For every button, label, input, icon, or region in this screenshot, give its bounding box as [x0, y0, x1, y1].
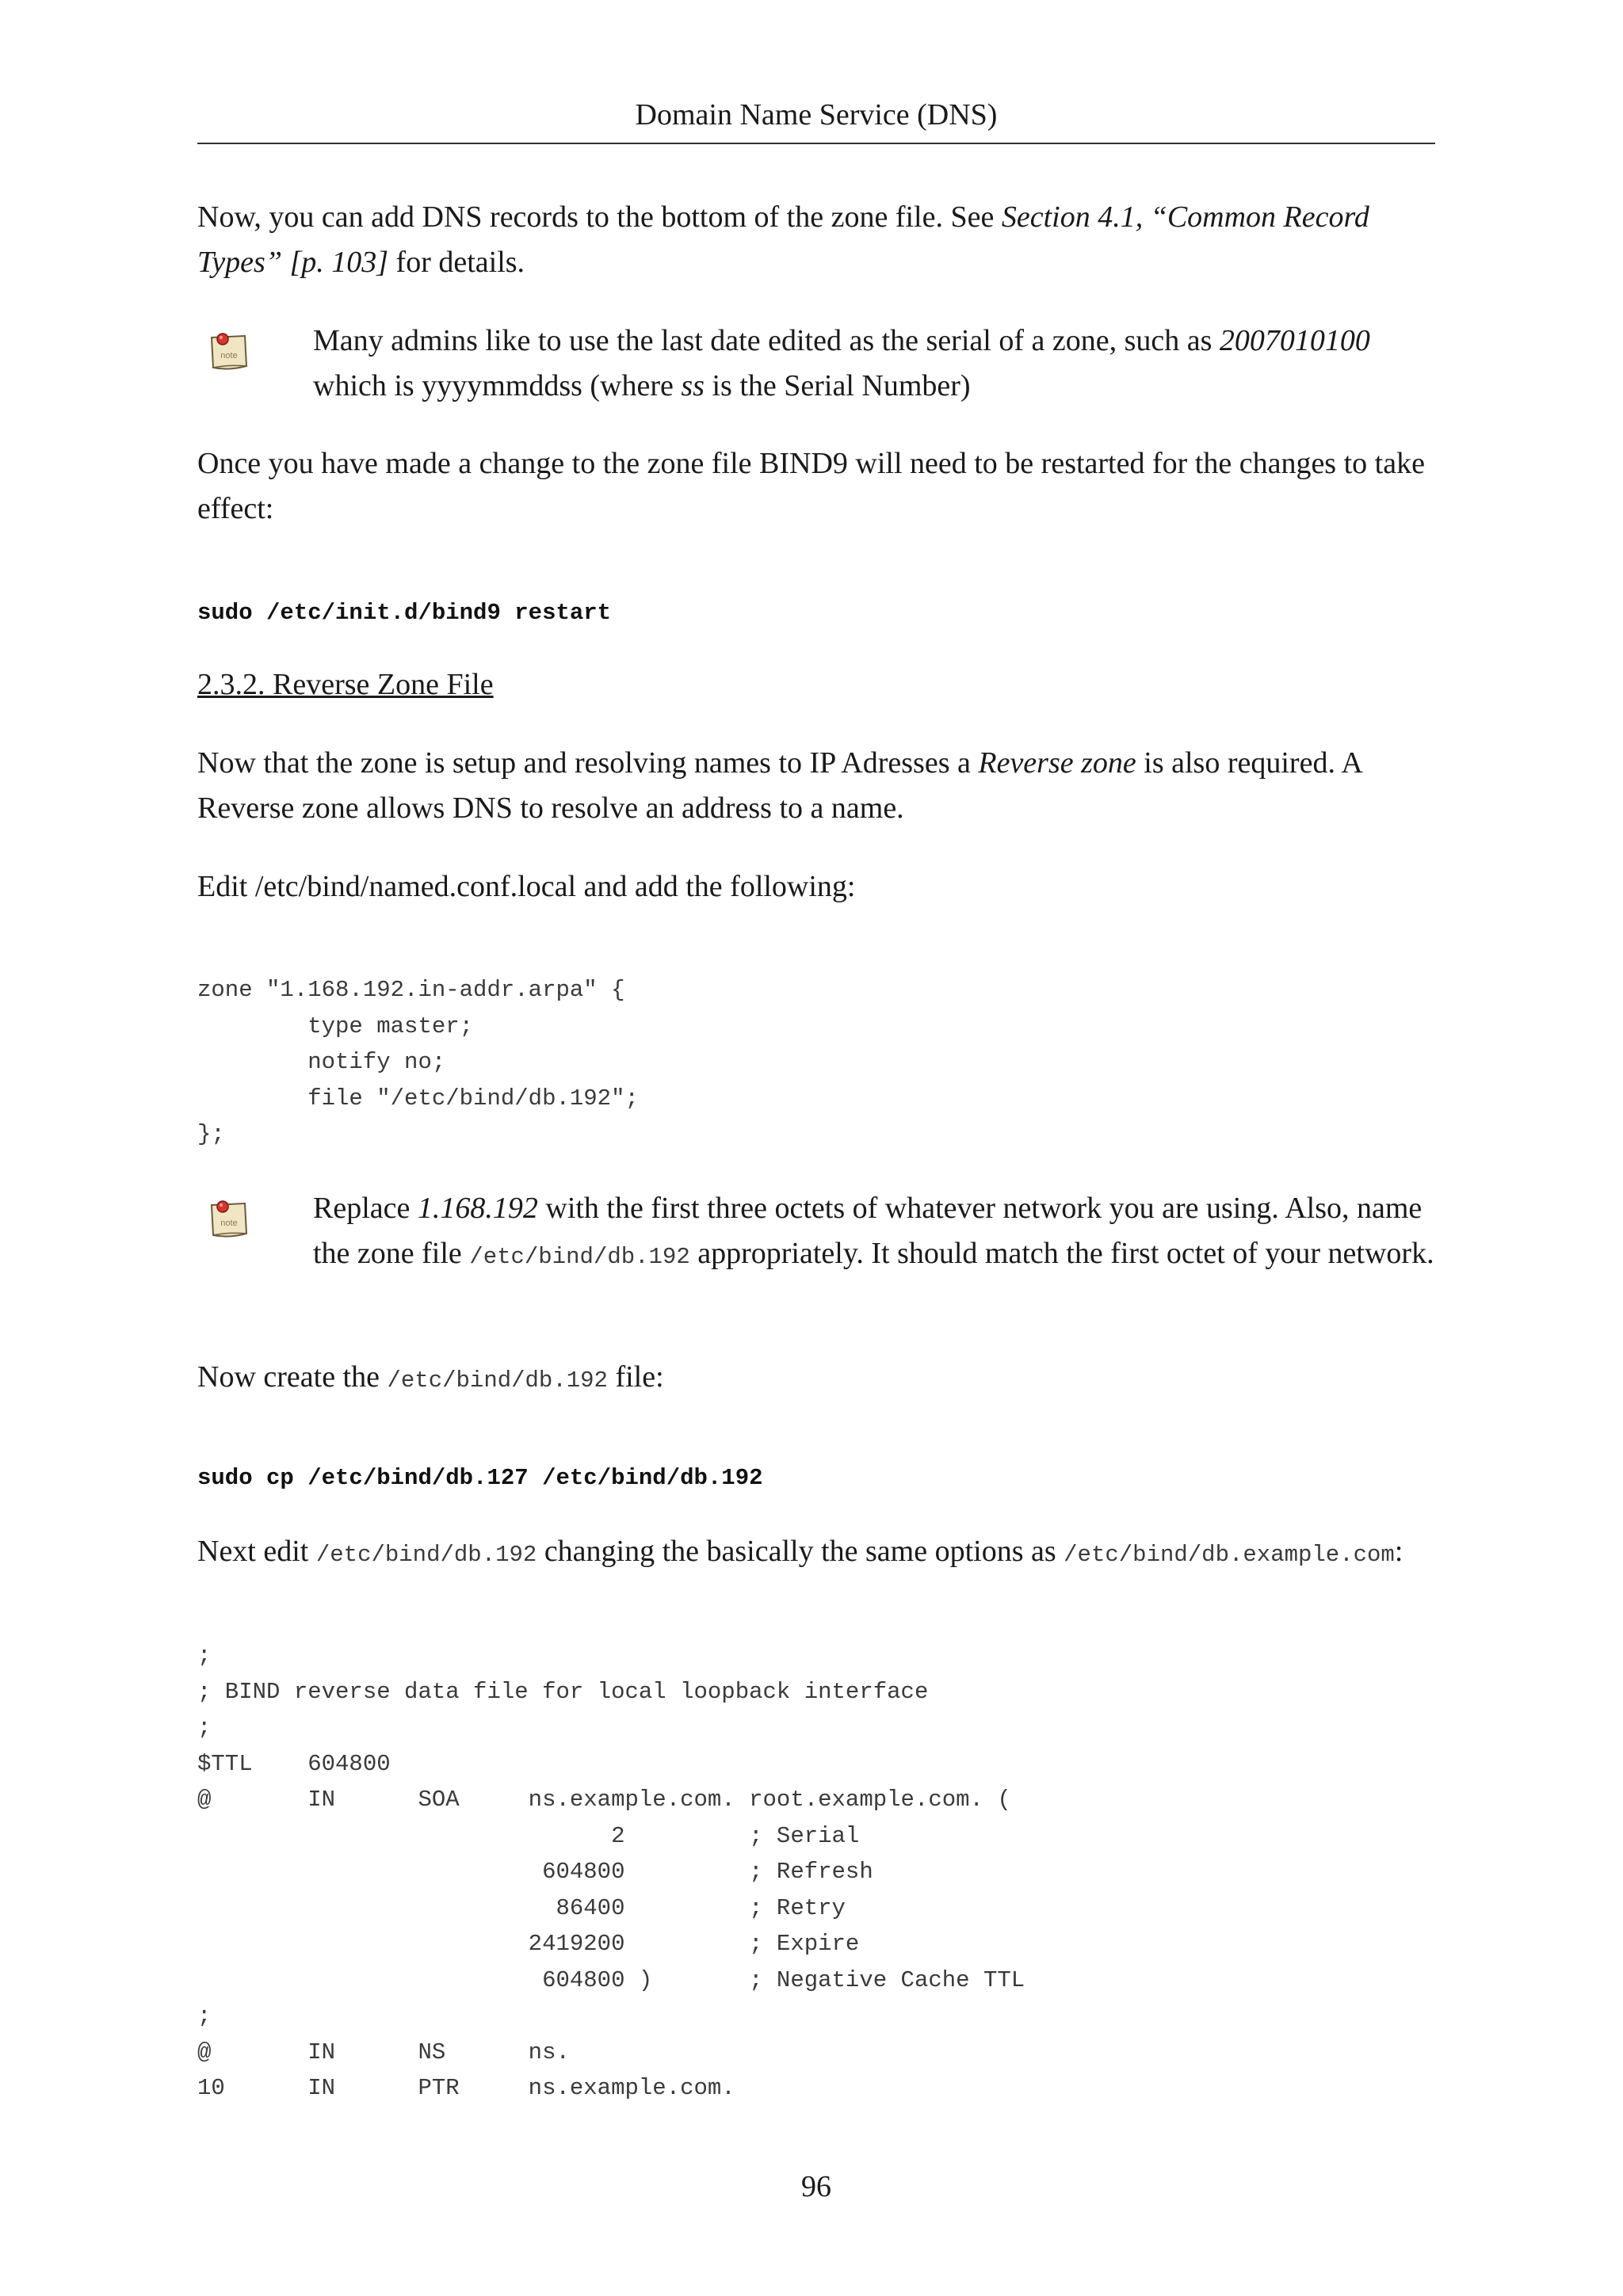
db192-path: /etc/bind/db.192 — [387, 1367, 608, 1394]
db-example-path: /etc/bind/db.example.com — [1064, 1542, 1395, 1568]
note-icon — [207, 1197, 251, 1241]
copy-command: sudo cp /etc/bind/db.127 /etc/bind/db.192 — [197, 1465, 763, 1491]
note-serial — [197, 318, 1435, 409]
reverse-zone-file-block — [197, 1638, 1435, 2107]
note-replace-octets-text: Replace 1.168.192 with the first three octets of whatever network you are using. Also, name the zone file /etc/bind/db.192 appropriately. It should match the first octet of your network. — [313, 1192, 1434, 1270]
note-replace-octets — [197, 1186, 1435, 1321]
intro-text-pre: Now, you can add DNS records to the bottom of the zone file. See — [197, 200, 1002, 234]
zone-config-block — [197, 972, 1435, 1153]
section-heading[interactable]: 2.3.2. Reverse Zone File — [197, 668, 494, 701]
db192-path: /etc/bind/db.192 — [315, 1542, 537, 1568]
restart-paragraph: Once you have made a change to the zone file BIND9 will need to be restarted for the changes to take effect: — [197, 447, 1425, 525]
ss-term: ss — [681, 369, 705, 402]
running-header: Domain Name Service (DNS) — [635, 98, 998, 132]
page-number: 96 — [801, 2170, 831, 2203]
document-page — [197, 0, 1435, 2296]
intro-text-post: for details. — [388, 246, 525, 279]
restart-command-block — [197, 597, 1435, 629]
header-rule — [197, 143, 1435, 144]
octets-example: 1.168.192 — [417, 1192, 538, 1225]
section-reference-link[interactable]: Section 4.1, “Common Record Types” [p. 103] — [197, 200, 1369, 279]
svg-text:note: note — [220, 351, 238, 360]
copy-command-block — [197, 1463, 1435, 1494]
reverse-zone-file-code: ; ; BIND reverse data file for local loopback interface ; $TTL 604800 @ IN SOA ns.example.com. root.example.com. ( 2 ; Serial 604800 ; Refresh 86400 ; Retry 2419200 ; Expire 604800 ) ; Negative Cache TTL ; @ IN NS ns. 10 IN PTR ns.example.com. — [197, 1642, 1025, 2101]
note-serial-text: Many admins like to use the last date edited as the serial of a zone, such as 2007010100 which is yyyymmddss (where ss is the Serial Number) — [313, 324, 1370, 402]
restart-command: sudo /etc/init.d/bind9 restart — [197, 600, 612, 626]
zone-config-code: zone "1.168.192.in-addr.arpa" { type master; notify no; file "/etc/bind/db.192"; }; — [197, 977, 639, 1147]
edit-instruction-paragraph: Edit /etc/bind/named.conf.local and add the following: — [197, 870, 856, 903]
next-edit-paragraph: Next edit /etc/bind/db.192 changing the basically the same options as /etc/bind/db.example.com: — [197, 1535, 1403, 1568]
serial-example: 2007010100 — [1219, 324, 1370, 357]
note-icon — [207, 330, 251, 374]
svg-text:note: note — [220, 1219, 238, 1228]
reverse-intro-paragraph: Now that the zone is setup and resolving names to IP Adresses a Reverse zone is also required. A Reverse zone allows DNS to resolve an address to a name. — [197, 746, 1361, 825]
intro-paragraph — [197, 195, 1435, 285]
create-file-paragraph: Now create the /etc/bind/db.192 file: — [197, 1360, 664, 1394]
zone-file-path: /etc/bind/db.192 — [469, 1244, 690, 1270]
section-heading-block — [197, 665, 1435, 704]
reverse-zone-term: Reverse zone — [978, 746, 1136, 780]
